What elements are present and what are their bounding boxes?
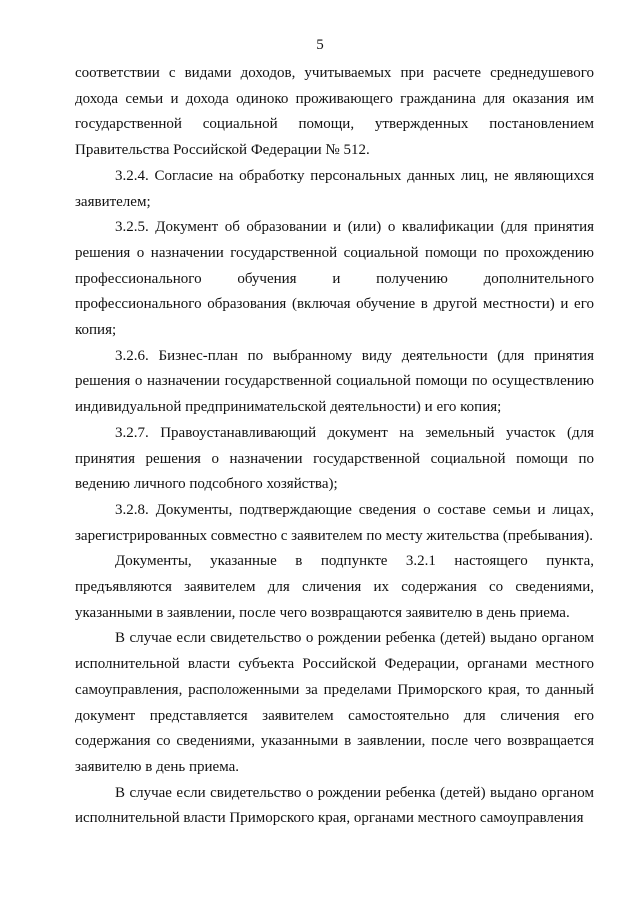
paragraph-3-2-5: 3.2.5. Документ об образовании и (или) о квалификации (для принятия решения о назначении государственной социальной помощи по прохождению профессионального обучения и получению дополнительного профессионального образования (включая обучение в другой местности) и его копия; [75, 219, 594, 339]
paragraph-birth-certificate-primorsky: В случае если свидетельство о рождении ребенка (детей) выдано органом исполнительной власти Приморского края, органами местного самоуправления [75, 784, 594, 827]
paragraph-documents-note: Документы, указанные в подпункте 3.2.1 настоящего пункта, предъявляются заявителем для сличения их содержания со сведениями, указанными в заявлении, после чего возвращаются заявителю в день приема. [75, 553, 594, 621]
paragraph-3-2-8: 3.2.8. Документы, подтверждающие сведения о составе семьи и лицах, зарегистрированных совместно с заявителем по месту жительства (пребывания). [75, 501, 594, 544]
paragraph-3-2-7: 3.2.7. Правоустанавливающий документ на земельный участок (для принятия решения о назначении государственной социальной помощи по ведению личного подсобного хозяйства); [75, 424, 594, 493]
page-number: 5 [316, 37, 324, 53]
paragraph-3-2-4: 3.2.4. Согласие на обработку персональных данных лиц, не являющихся заявителем; [75, 167, 594, 210]
paragraph-continuation: соответствии с видами доходов, учитываемых при расчете среднедушевого дохода семьи и дохода одиноко проживающего гражданина для оказания им государственной социальной помощи, утвержденных постановлением Правительства Российской Федерации № 512. [75, 65, 594, 159]
document-body [75, 61, 594, 832]
paragraph-birth-certificate-other-region: В случае если свидетельство о рождении ребенка (детей) выдано органом исполнительной власти субъекта Российской Федерации, органами местного самоуправления, расположенными за пределами Приморского края, то данный документ представляется заявителем самостоятельно для сличения его содержания со сведениями, указанными в заявлении, после чего возвращается заявителю в день приема. [75, 630, 594, 775]
paragraph-3-2-6: 3.2.6. Бизнес-план по выбранному виду деятельности (для принятия решения о назначении государственной социальной помощи по осуществлению индивидуальной предпринимательской деятельности) и его копия; [75, 347, 594, 416]
